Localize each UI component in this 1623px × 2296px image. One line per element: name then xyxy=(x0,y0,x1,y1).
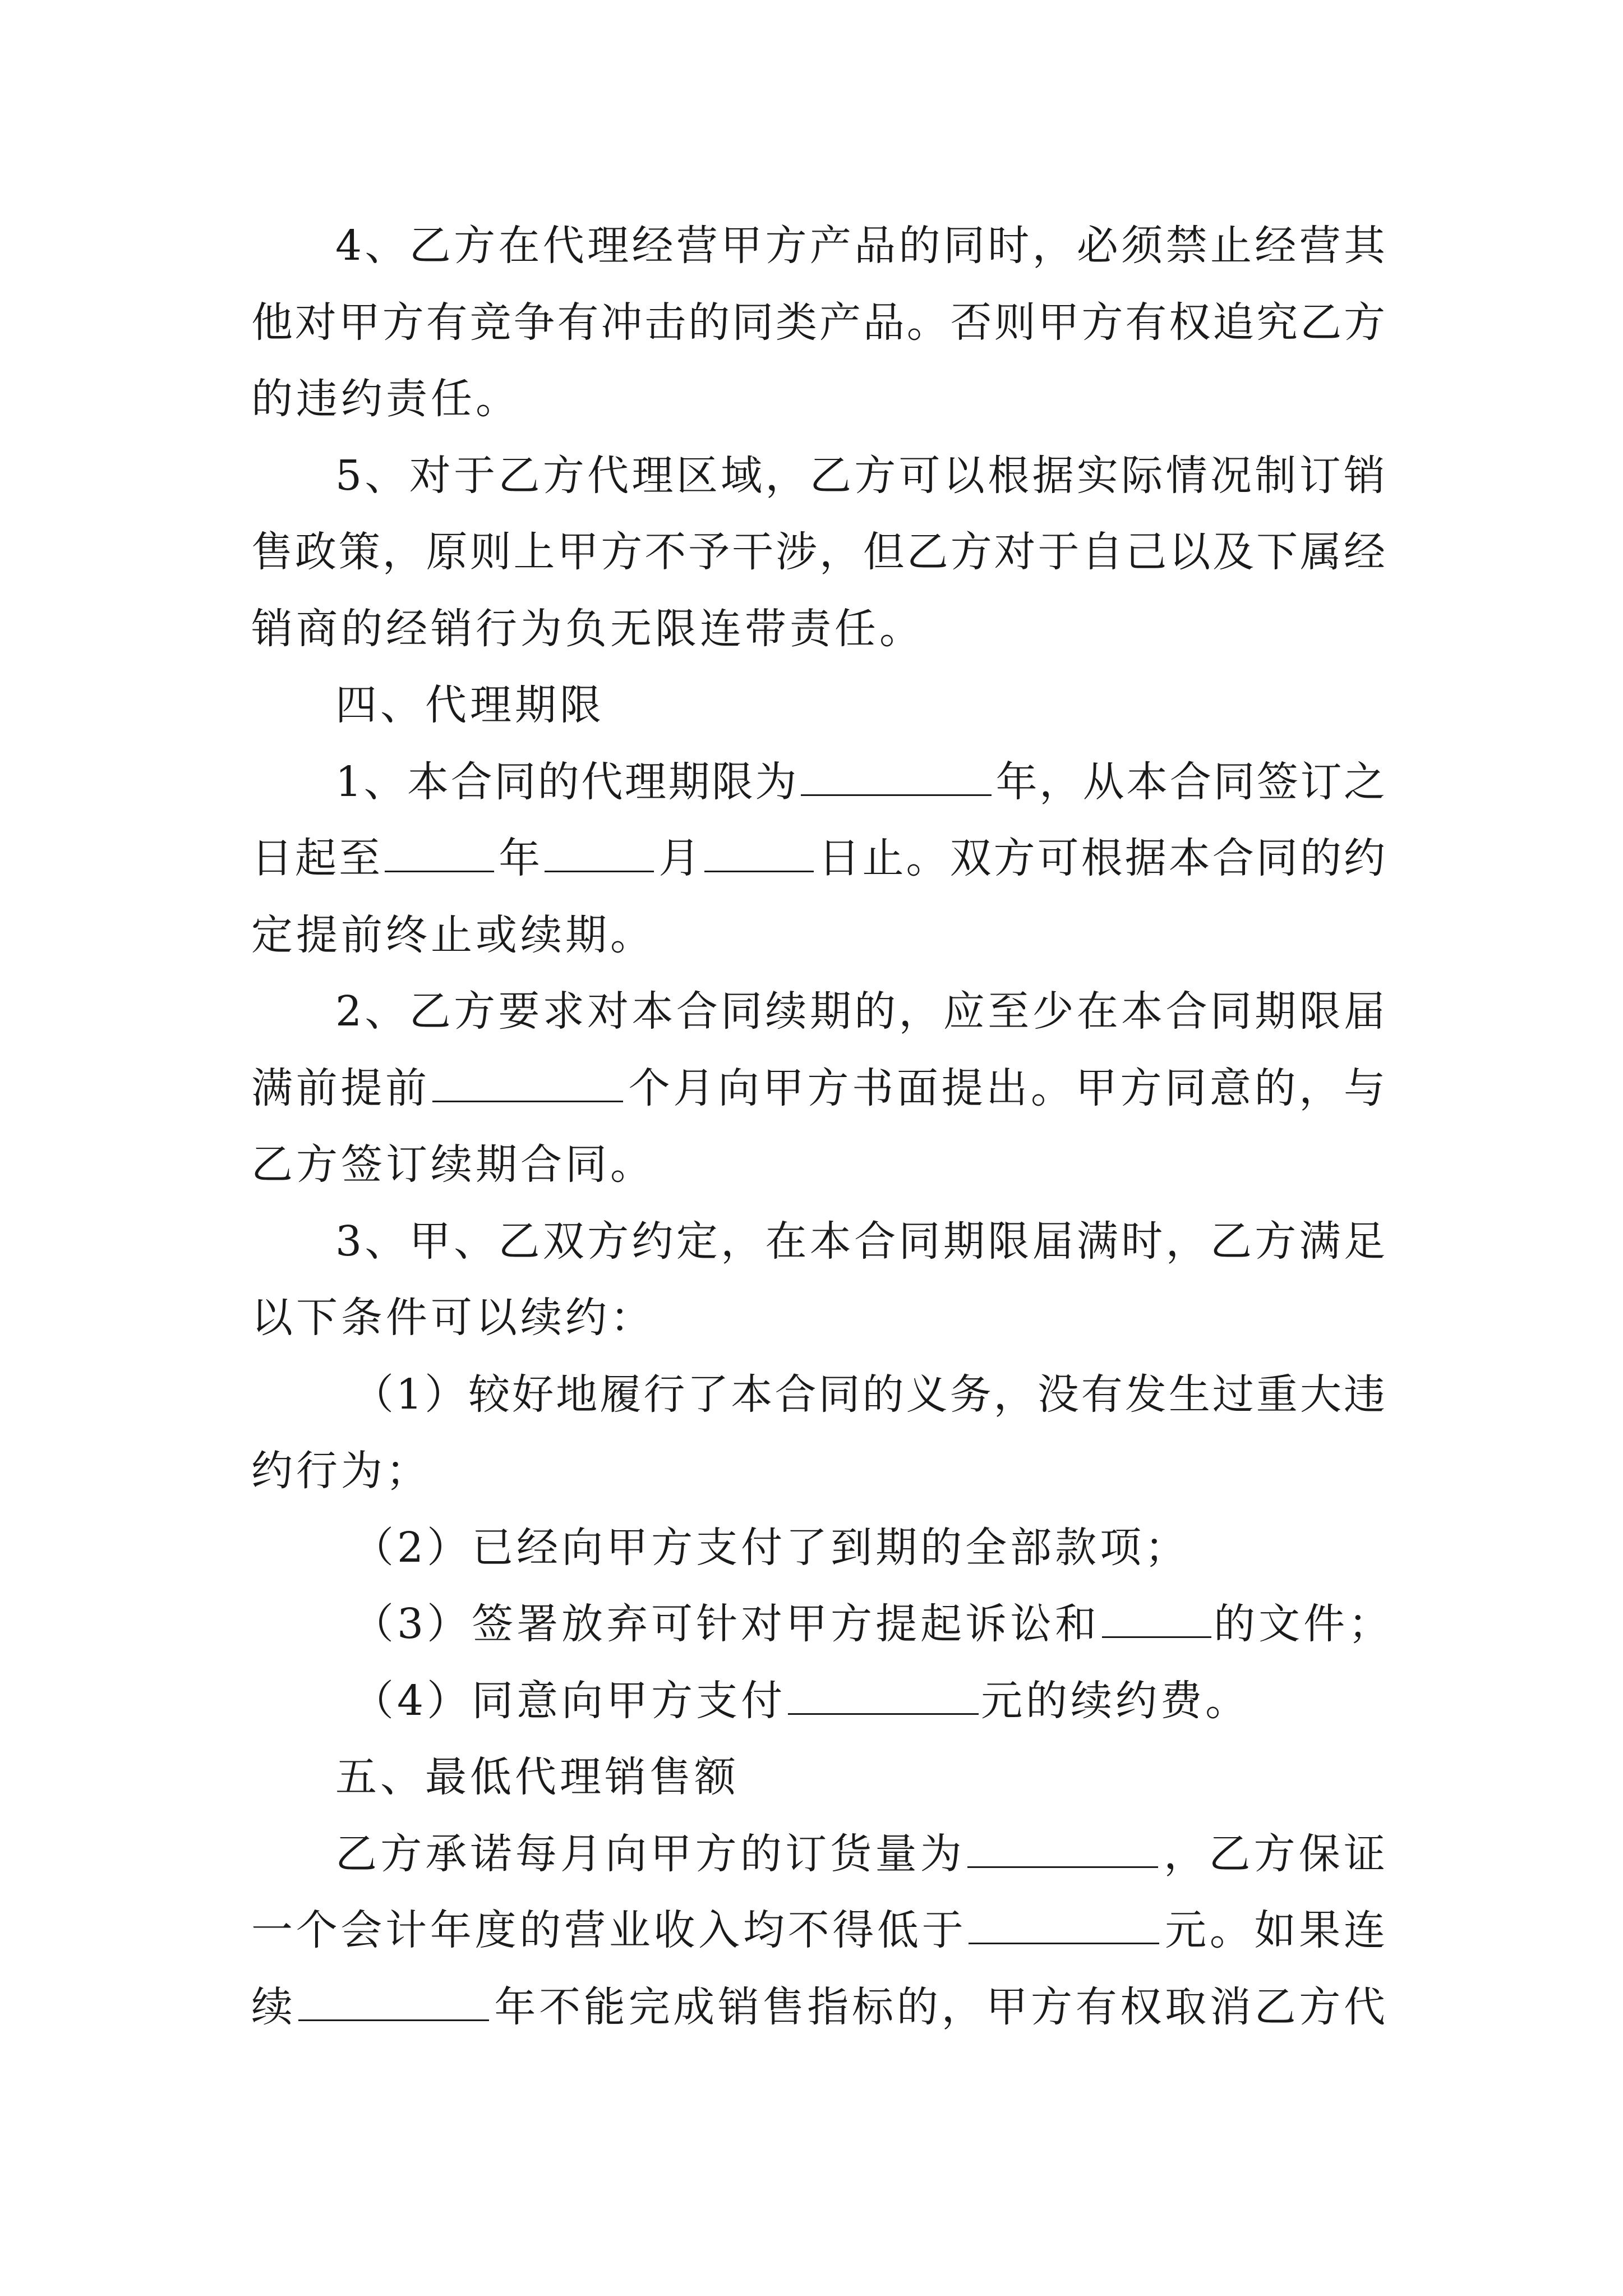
fill-in-blank[interactable] xyxy=(969,1901,1159,1944)
fill-in-blank[interactable] xyxy=(545,829,654,872)
fill-in-blank[interactable] xyxy=(298,1978,489,2021)
paragraph-line: 一个会计年度的营业收入均不得低于 元。如果连 xyxy=(251,1892,1385,1969)
list-item-line: （1）较好地履行了本合同的义务，没有发生过重大违 xyxy=(352,1370,1385,1419)
paragraph-line: 3、甲、乙双方约定，在本合同期限届满时，乙方满足 xyxy=(335,1217,1385,1266)
paragraph-line: 续 年不能完成销售指标的，甲方有权取消乙方代 xyxy=(251,1969,1385,2046)
fill-in-blank[interactable] xyxy=(788,1672,979,1715)
paragraph-line: 售政策，原则上甲方不予干涉，但乙方对于自己以及下属经 xyxy=(251,528,1385,576)
list-item-line: （2）已经向甲方支付了到期的全部款项； xyxy=(352,1523,1190,1572)
fill-in-blank[interactable] xyxy=(385,829,494,872)
paragraph-line: 1、本合同的代理期限为 年，从本合同签订之 xyxy=(251,744,1385,821)
section-heading: 五、最低代理销售额 xyxy=(335,1753,739,1801)
paragraph-line: 的违约责任。 xyxy=(251,375,520,423)
fill-in-blank[interactable] xyxy=(1102,1595,1211,1638)
paragraph-line: 约行为； xyxy=(251,1447,431,1495)
fill-in-blank[interactable] xyxy=(432,1059,623,1102)
paragraph-line: 4、乙方在代理经营甲方产品的同时，必须禁止经营其 xyxy=(335,222,1385,270)
document-page xyxy=(251,208,1394,2045)
paragraph-line: 定提前终止或续期。 xyxy=(251,910,655,959)
paragraph-line: 销商的经销行为负无限连带责任。 xyxy=(251,604,924,653)
paragraph-line: 满前提前 个月向甲方书面提出。甲方同意的，与 xyxy=(251,1050,1385,1127)
paragraph-line: 乙方承诺每月向甲方的订货量为 ，乙方保证 xyxy=(251,1816,1385,1893)
paragraph-line: 他对甲方有竞争有冲击的同类产品。否则甲方有权追究乙方 xyxy=(251,298,1385,347)
paragraph-line: 乙方签订续期合同。 xyxy=(251,1140,655,1189)
fill-in-blank[interactable] xyxy=(967,1825,1158,1868)
paragraph-line: 2、乙方要求对本合同续期的，应至少在本合同期限届 xyxy=(335,987,1385,1036)
section-heading: 四、代理期限 xyxy=(335,681,605,729)
paragraph-line: 5、对于乙方代理区域，乙方可以根据实际情况制订销 xyxy=(335,451,1385,500)
list-item-line: （3）签署放弃可针对甲方提起诉讼和 的文件； xyxy=(251,1586,1385,1663)
fill-in-blank[interactable] xyxy=(704,829,814,872)
paragraph-line: 日起至 年 月 日止。双方可根据本合同的约 xyxy=(251,820,1385,897)
paragraph-line: 以下条件可以续约： xyxy=(251,1294,655,1342)
list-item-line: （4）同意向甲方支付 元的续约费。 xyxy=(251,1663,1385,1740)
fill-in-blank[interactable] xyxy=(801,753,992,796)
